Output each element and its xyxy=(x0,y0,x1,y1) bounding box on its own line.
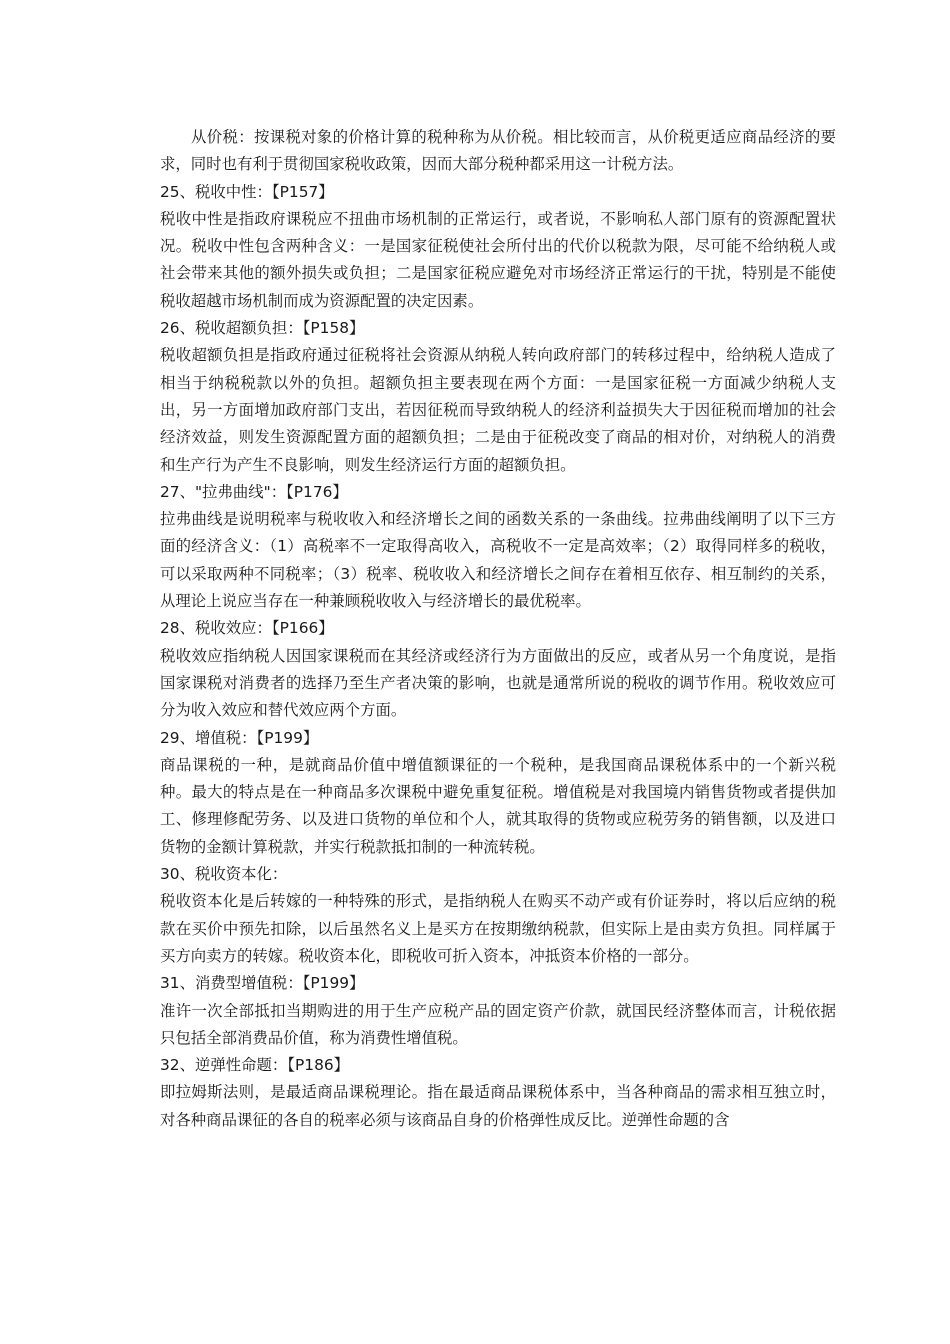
section-body-25: 税收中性是指政府课税应不扭曲市场机制的正常运行，或者说，不影响私人部门原有的资源配置状况。税收中性包含两种含义：一是国家征税使社会所付出的代价以税款为限，尽可能不给纳税人或社会带来其他的额外损失或负担；二是国家征税应避免对市场经济正常运行的干扰，特别是不能使税收超越市场机制而成为资源配置的决定因素。 xyxy=(160,209,836,310)
section-heading-26: 26、税收超额负担：【P158】 xyxy=(160,319,365,338)
section-heading-30: 30、税收资本化： xyxy=(160,865,288,884)
section-body-27: 拉弗曲线是说明税率与税收收入和经济增长之间的函数关系的一条曲线。拉弗曲线阐明了以下三方面的经济含义：（1）高税率不一定取得高收入，高税收不一定是高效率；（2）取得同样多的税收，可以采取两种不同税率；（3）税率、税收收入和经济增长之间存在着相互依存、相互制约的关系，从理论上说应当存在一种兼顾税收收入与经济增长的最优税率。 xyxy=(160,510,836,611)
section-heading-29: 29、增值税：【P199】 xyxy=(160,728,319,747)
section-body-28: 税收效应指纳税人因国家课税而在其经济或经济行为方面做出的反应，或者从另一个角度说，是指国家课税对消费者的选择乃至生产者决策的影响，也就是通常所说的税收的调节作用。税收效应可分为收入效应和替代效应两个方面。 xyxy=(160,646,836,720)
section-heading-31: 31、消费型增值税：【P199】 xyxy=(160,974,365,993)
section-heading-25: 25、税收中性：【P157】 xyxy=(160,182,334,201)
section-body-29: 商品课税的一种，是就商品价值中增值额课征的一个税种，是我国商品课税体系中的一个新兴税种。最大的特点是在一种商品多次课税中避免重复征税。增值税是对我国境内销售货物或者提供加工、修理修配劳务、以及进口货物的单位和个人，就其取得的货物或应税劳务的销售额，以及进口货物的金额计算税款，并实行税款抵扣制的一种流转税。 xyxy=(160,755,836,856)
section-heading-32: 32、逆弹性命题：【P186】 xyxy=(160,1056,350,1075)
section-heading-28: 28、税收效应：【P166】 xyxy=(160,619,334,638)
section-heading-27: 27、"拉弗曲线"：【P176】 xyxy=(160,482,348,501)
section-body-31: 准许一次全部抵扣当期购进的用于生产应税产品的固定资产价款，就国民经济整体而言，计税依据只包括全部消费品价值，称为消费性增值税。 xyxy=(160,1001,836,1047)
section-body-30: 税收资本化是后转嫁的一种特殊的形式，是指纳税人在购买不动产或有价证券时，将以后应纳的税款在买价中预先扣除，以后虽然名义上是买方在按期缴纳税款，但实际上是由卖方负担。同样属于买方向卖方的转嫁。税收资本化，即税收可折入资本，冲抵资本价格的一部分。 xyxy=(160,892,836,965)
intro-paragraph: 从价税：按课税对象的价格计算的税种称为从价税。相比较而言，从价税更适应商品经济的要求，同时也有利于贯彻国家税收政策，因而大部分税种都采用这一计税方法。 xyxy=(160,128,836,174)
section-body-26: 税收超额负担是指政府通过征税将社会资源从纳税人转向政府部门的转移过程中，给纳税人造成了相当于纳税税款以外的负担。超额负担主要表现在两个方面：一是国家征税一方面减少纳税人支出，另一方面增加政府部门支出，若因征税而导致纳税人的经济利益损失大于因征税而增加的社会经济效益，则发生资源配置方面的超额负担；二是由于征税改变了商品的相对价，对纳税人的消费和生产行为产生不良影响，则发生经济运行方面的超额负担。 xyxy=(160,346,836,474)
section-body-32: 即拉姆斯法则，是最适商品课税理论。指在最适商品课税体系中，当各种商品的需求相互独立时，对各种商品课征的各自的税率必须与该商品自身的价格弹性成反比。逆弹性命题的含 xyxy=(160,1083,836,1129)
document-page xyxy=(160,124,836,1134)
